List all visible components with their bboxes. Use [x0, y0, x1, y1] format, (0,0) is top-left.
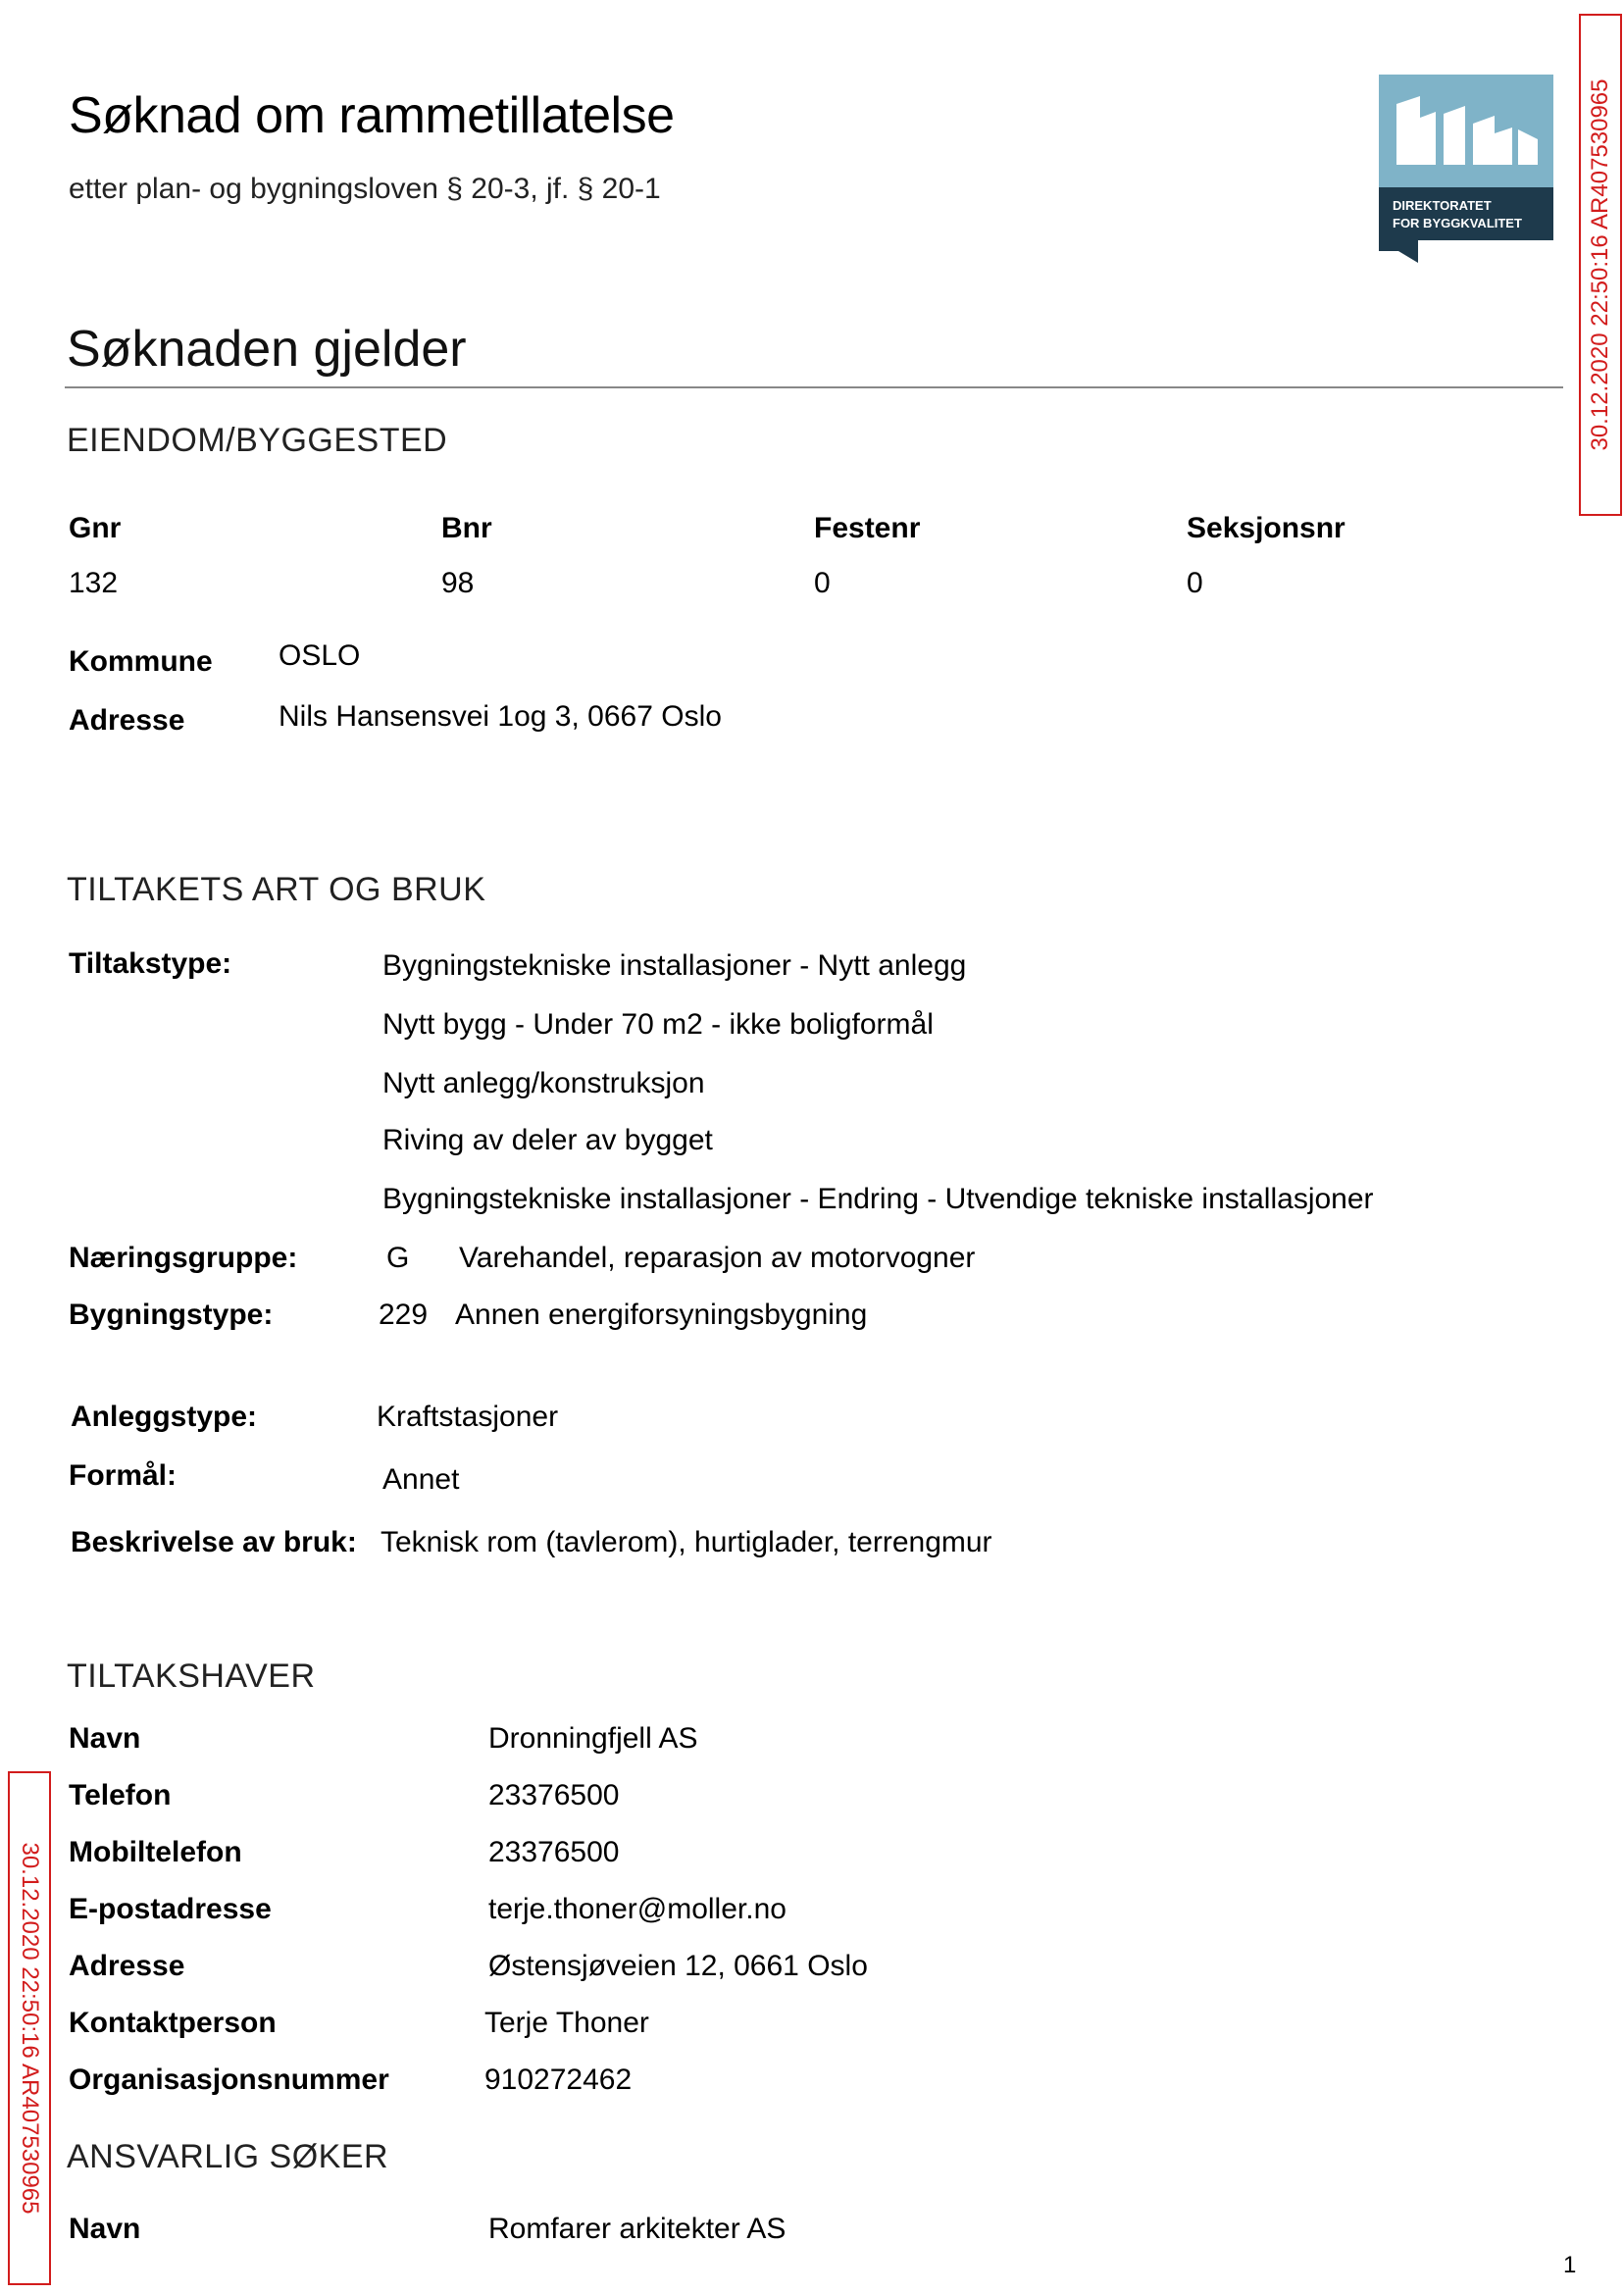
tiltakshaver-row-label: Kontaktperson — [69, 2007, 277, 2039]
section-divider — [65, 386, 1563, 388]
tiltakshaver-heading: TILTAKSHAVER — [67, 1657, 316, 1695]
logo-text-1: DIREKTORATET — [1393, 198, 1492, 213]
kommune-value: OSLO — [279, 639, 361, 672]
tiltakstype-item: Bygningstekniske installasjoner - Nytt anlegg — [382, 949, 967, 982]
logo-text-2: FOR BYGGKVALITET — [1393, 216, 1522, 230]
seksjonsnr-label: Seksjonsnr — [1187, 512, 1345, 544]
tiltakshaver-row-label: Organisasjonsnummer — [69, 2064, 389, 2096]
anleggstype-value: Kraftstasjoner — [377, 1401, 559, 1433]
eiendom-heading: EIENDOM/BYGGESTED — [67, 422, 448, 459]
tiltakshaver-row-value: Terje Thoner — [484, 2007, 649, 2039]
formal-value: Annet — [382, 1463, 460, 1496]
gnr-value: 132 — [69, 567, 119, 599]
tiltakstype-item: Riving av deler av bygget — [382, 1124, 713, 1156]
adresse-label: Adresse — [69, 704, 185, 737]
section-heading: Søknaden gjelder — [67, 321, 467, 378]
tiltakshaver-row-label: E-postadresse — [69, 1893, 272, 1925]
tiltakstype-item: Bygningstekniske installasjoner - Endring - Utvendige tekniske installasjoner — [382, 1183, 1374, 1215]
tiltakshaver-row-value: Dronningfjell AS — [488, 1722, 698, 1755]
bygningstype-text: Annen energiforsyningsbygning — [455, 1299, 868, 1331]
stamp-left-text: 30.12.2020 22:50:16 AR407530965 — [17, 1842, 43, 2215]
seksjonsnr-value: 0 — [1187, 567, 1203, 599]
tiltakshaver-row-label: Telefon — [69, 1779, 172, 1811]
adresse-value: Nils Hansensvei 1og 3, 0667 Oslo — [279, 700, 722, 733]
stamp-right-text: 30.12.2020 22:50:16 AR407530965 — [1587, 78, 1613, 451]
tiltakshaver-row-label: Adresse — [69, 1950, 185, 1982]
kommune-label: Kommune — [69, 645, 213, 678]
tiltakshaver-row-value: 23376500 — [488, 1836, 620, 1868]
festenr-label: Festenr — [814, 512, 921, 544]
tiltakshaver-row-label: Mobiltelefon — [69, 1836, 242, 1868]
ansvarlig-navn-label: Navn — [69, 2213, 141, 2245]
bnr-value: 98 — [441, 567, 475, 599]
bygningstype-code: 229 — [379, 1299, 429, 1331]
ansvarlig-navn-value: Romfarer arkitekter AS — [488, 2213, 787, 2245]
tiltakshaver-row-value: 23376500 — [488, 1779, 620, 1811]
formal-label: Formål: — [69, 1459, 178, 1492]
anleggstype-label: Anleggstype: — [71, 1401, 258, 1433]
dibk-logo — [1379, 75, 1553, 263]
tiltak-heading: TILTAKETS ART OG BRUK — [67, 871, 486, 908]
tiltakshaver-row-value: Østensjøveien 12, 0661 Oslo — [488, 1950, 868, 1982]
tiltakstype-item: Nytt anlegg/konstruksjon — [382, 1067, 705, 1099]
ansvarlig-heading: ANSVARLIG SØKER — [67, 2138, 389, 2175]
tiltakshaver-row-value: 910272462 — [484, 2064, 633, 2096]
stamp-left — [8, 1771, 51, 2285]
naeringsgruppe-label: Næringsgruppe: — [69, 1242, 298, 1274]
stamp-right — [1579, 14, 1622, 516]
beskrivelse-value: Teknisk rom (tavlerom), hurtiglader, terrengmur — [381, 1526, 992, 1558]
document-title: Søknad om rammetillatelse — [69, 87, 675, 144]
tiltakshaver-row-value: terje.thoner@moller.no — [488, 1893, 787, 1925]
festenr-value: 0 — [814, 567, 831, 599]
document-subtitle: etter plan- og bygningsloven § 20-3, jf. § 20-1 — [69, 173, 661, 205]
naeringsgruppe-text: Varehandel, reparasjon av motorvogner — [459, 1242, 976, 1274]
naeringsgruppe-code: G — [386, 1242, 410, 1274]
tiltakshaver-row-label: Navn — [69, 1722, 141, 1755]
beskrivelse-label: Beskrivelse av bruk: — [71, 1526, 357, 1558]
bnr-label: Bnr — [441, 512, 492, 544]
dibk-logo-icon — [1379, 75, 1553, 263]
page-number: 1 — [1563, 2252, 1577, 2278]
tiltakstype-item: Nytt bygg - Under 70 m2 - ikke boligformål — [382, 1008, 934, 1041]
tiltakstype-label: Tiltakstype: — [69, 947, 232, 980]
bygningstype-label: Bygningstype: — [69, 1299, 274, 1331]
gnr-label: Gnr — [69, 512, 122, 544]
